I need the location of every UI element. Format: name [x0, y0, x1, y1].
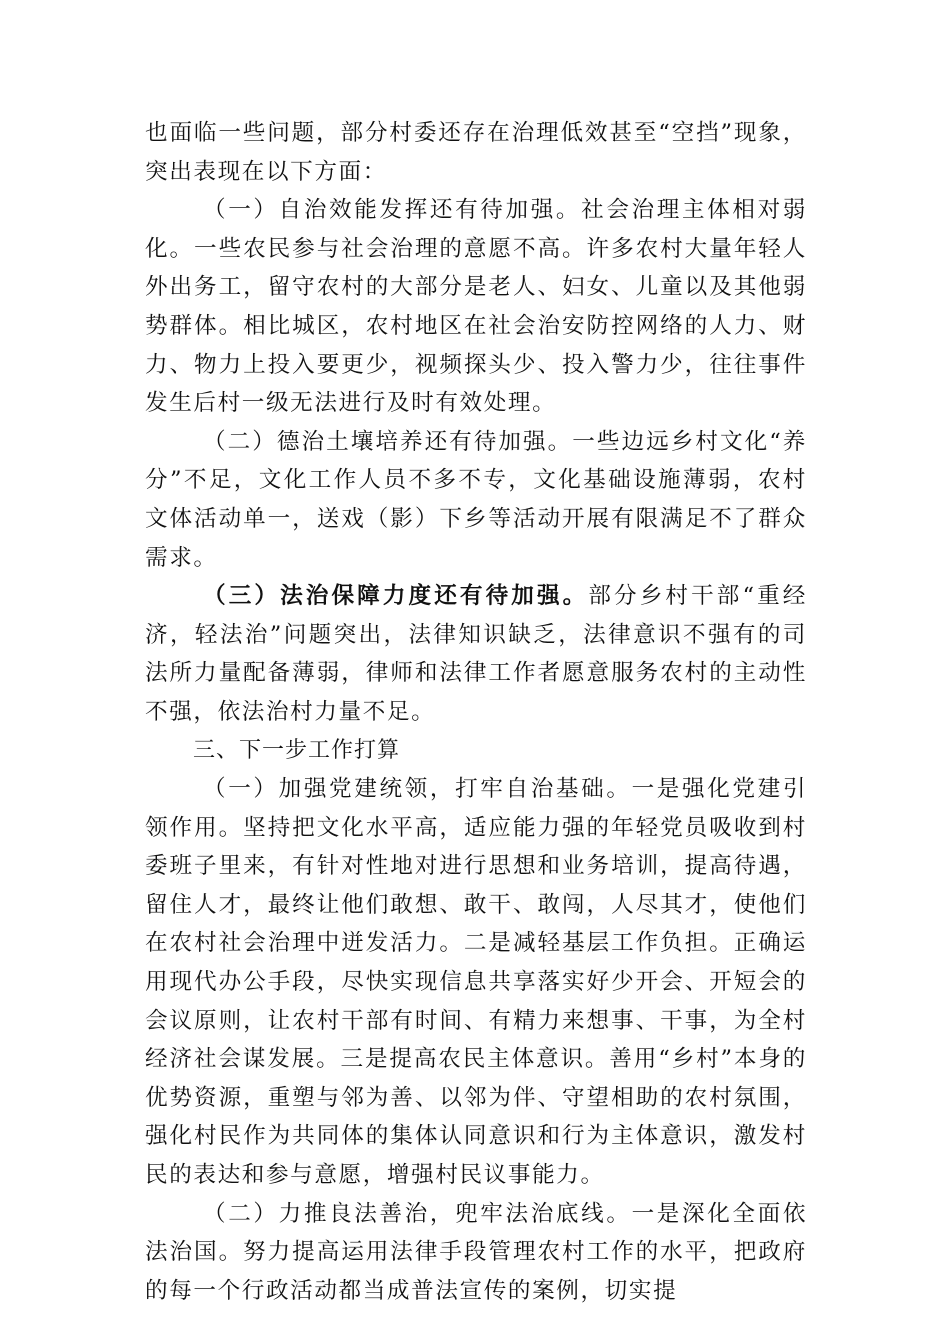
problem-text-2: 一些边远乡村文化“养分”不足，文化工作人员不多不专，文化基础设施薄弱，农村文体活动单一，送戏（影）下乡等活动开展有限满足不了群众需求。 [145, 428, 807, 571]
plan-paragraph-2 [145, 1195, 807, 1311]
plan-text-1: 一是强化党建引领作用。坚持把文化水平高，适应能力强的年轻党员吸收到村委班子里来，有针对性地对进行思想和业务培训，提高待遇，留住人才，最终让他们敢想、敢干、敢闯，人尽其才，使他们在农村社会治理中迸发活力。二是减轻基层工作负担。正确运用现代办公手段，尽快实现信息共享落实好少开会、开短会的会议原则，让农村干部有时间、有精力来想事、干事，为全村经济社会谋发展。三是提高农民主体意识。善用“乡村”本身的优势资源，重塑与邻为善、以邻为伴、守望相助的农村氛围，强化村民作为共同体的集体认同意识和行为主体意识，激发村民的表达和参与意愿，增强村民议事能力。 [145, 776, 808, 1189]
problem-text-3: 部分乡村干部“重经济，轻法治”问题突出，法律知识缺乏，法律意识不强有的司法所力量配备薄弱，律师和法律工作者愿意服务农村的主动性不强，依法治村力量不足。 [145, 583, 808, 725]
section-heading: 三、下一步工作打算 [193, 737, 401, 763]
plan-text-2: 一是深化全面依法治国。努力提高运用法律手段管理农村工作的水平，把政府的每一个行政活动都当成普法宣传的案例，切实提 [145, 1200, 808, 1304]
plan-lead-1: （一）加强党建统领，打牢自治基础。 [203, 776, 632, 803]
problem-text-1: 社会治理主体相对弱化。一些农民参与社会治理的意愿不高。许多农村大量年轻人外出务工，留守农村的大部分是老人、妇女、儿童以及其他弱势群体。相比城区，农村地区在社会治安防控网络的人力、财力、物力上投入要更少，视频探头少、投入警力少，往往事件发生后村一级无法进行及时有效处理。 [145, 197, 808, 417]
problem-lead-3: （三）法治保障力度还有待加强。 [203, 583, 589, 610]
problem-paragraph-3 [145, 577, 807, 731]
problem-lead-2: （二）德治土壤培养还有待加强。 [203, 428, 573, 455]
document-body [145, 114, 807, 1310]
problem-paragraph-2 [145, 423, 807, 577]
intro-text: 也面临一些问题，部分村委还存在治理低效甚至“空挡”现象，突出表现在以下方面： [145, 120, 807, 185]
problem-lead-1: （一）自治效能发挥还有待加强。 [203, 197, 582, 224]
plan-lead-2: （二）力推良法善治，兜牢法治底线。 [203, 1200, 632, 1227]
intro-paragraph [145, 114, 807, 191]
problem-paragraph-1 [145, 191, 807, 423]
plan-paragraph-1 [145, 770, 807, 1195]
